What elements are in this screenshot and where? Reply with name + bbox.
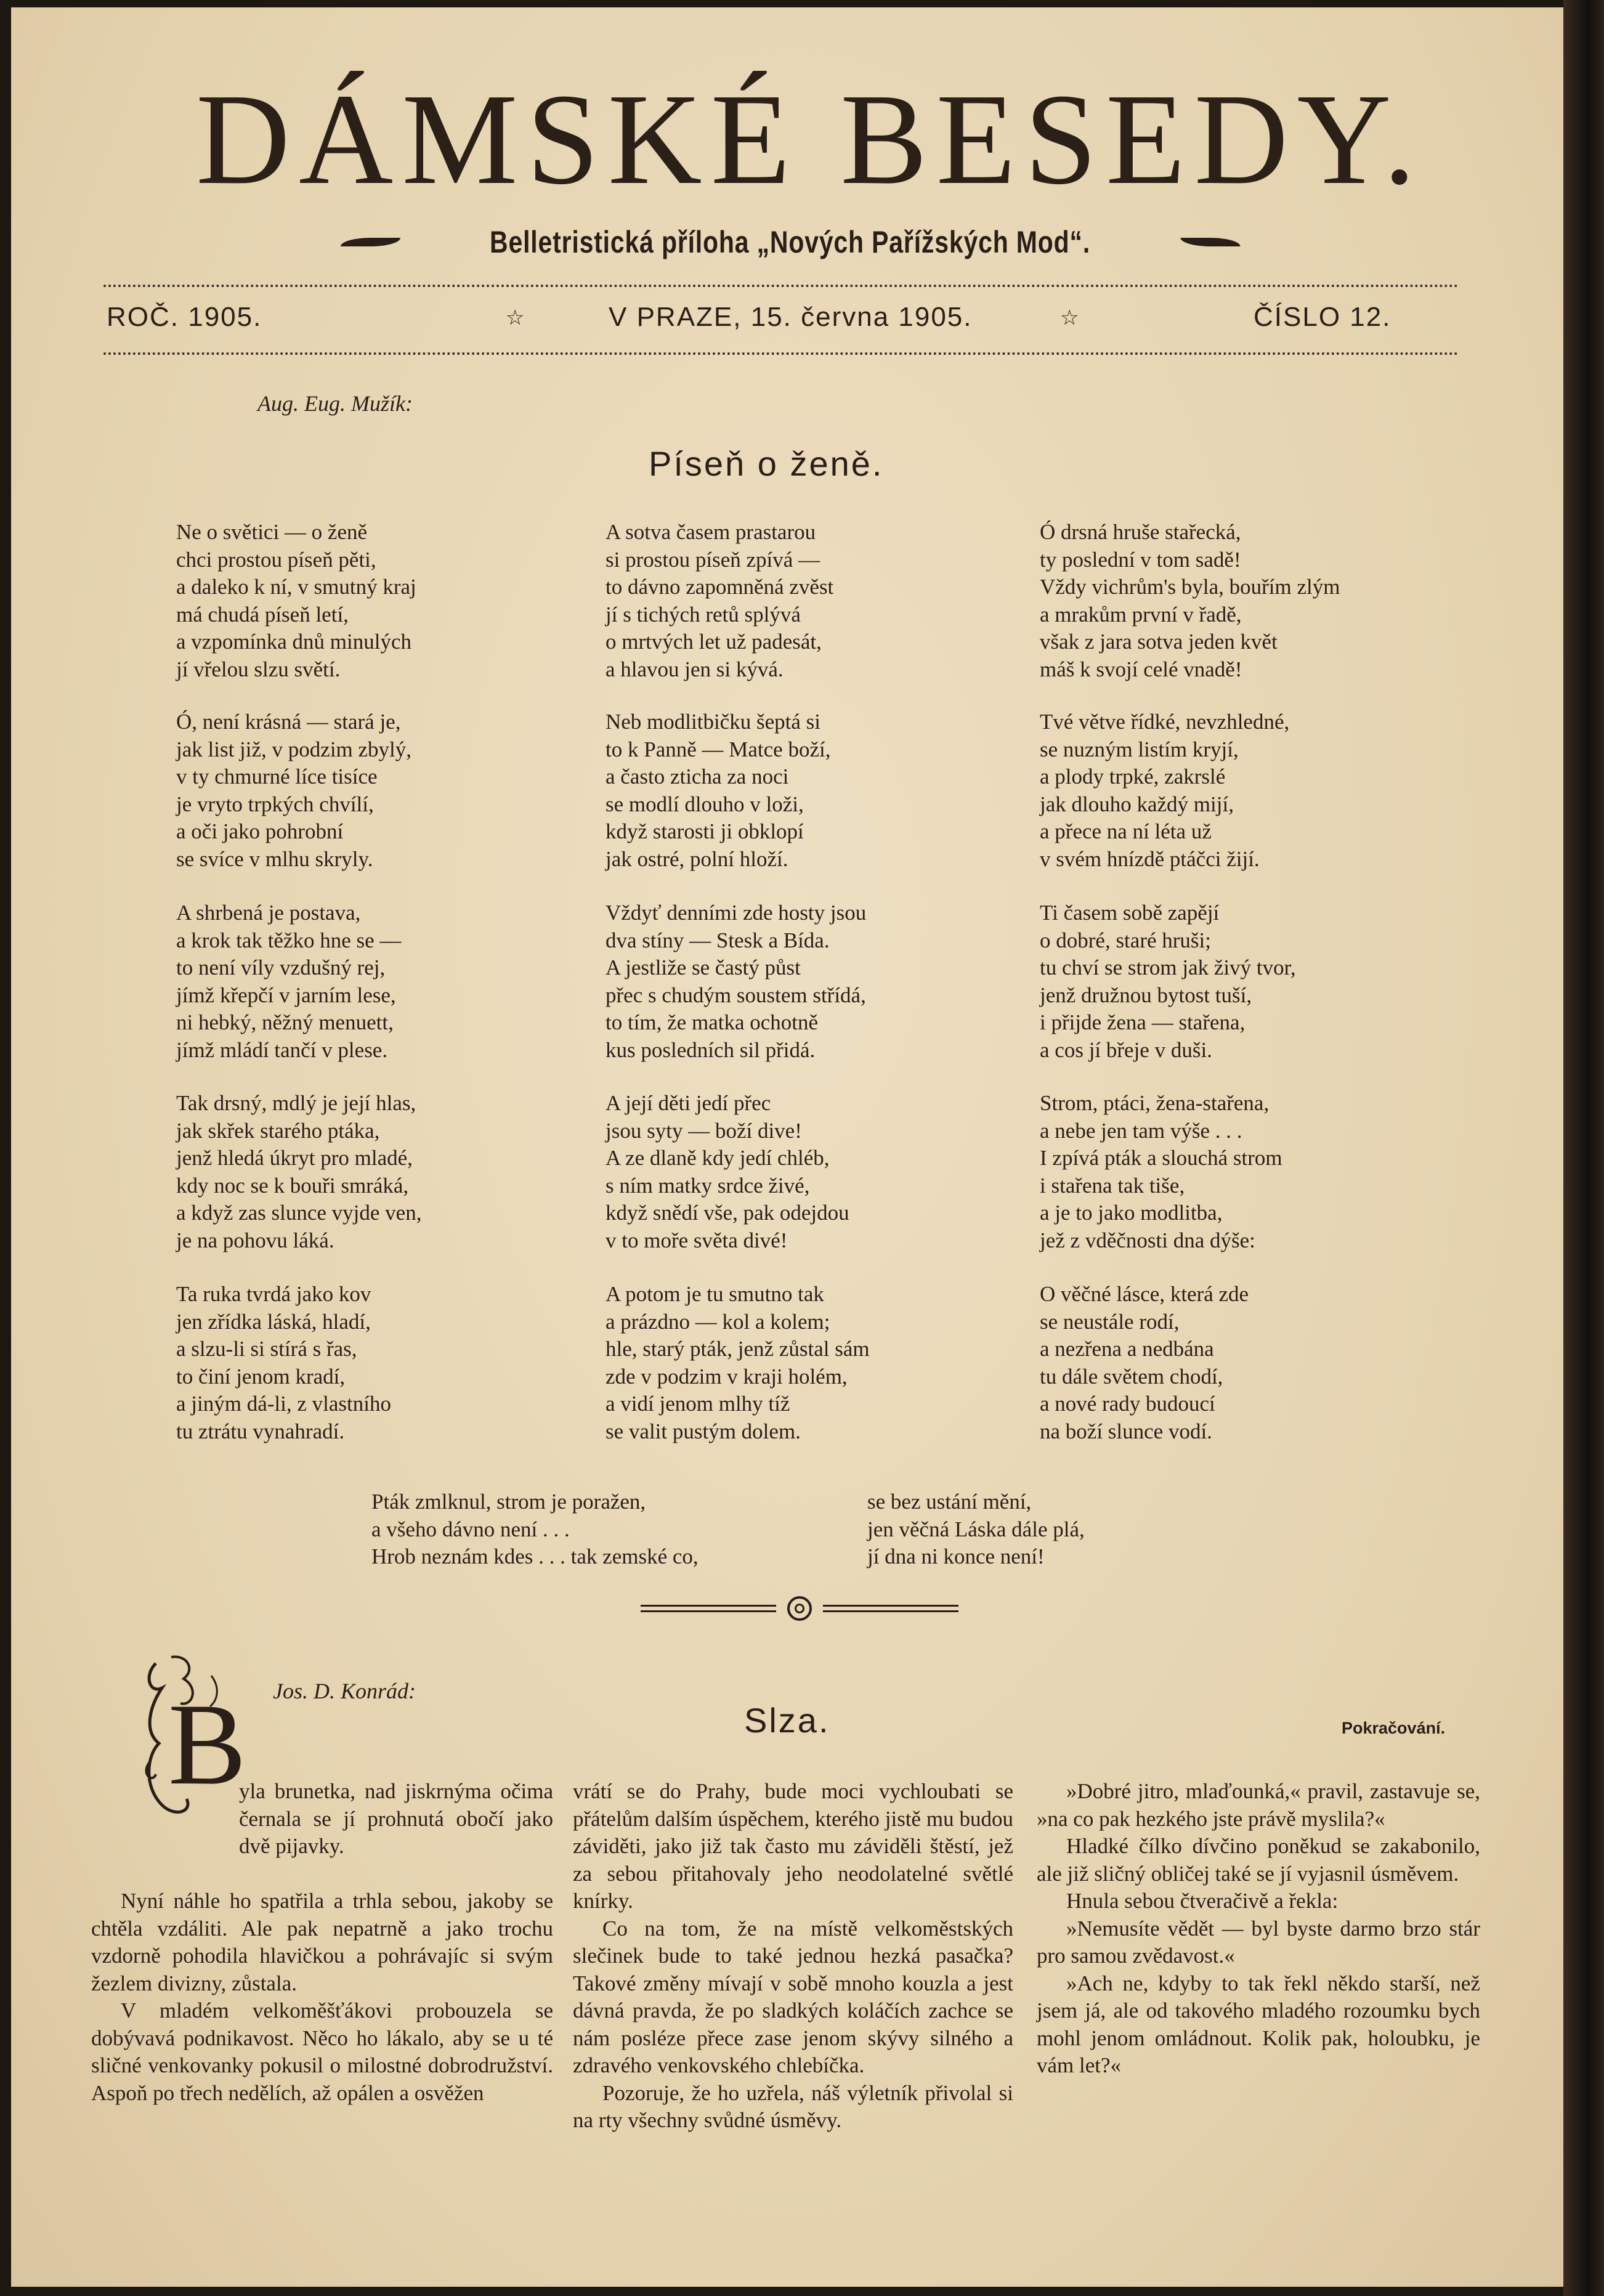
header-rule-bottom: [103, 352, 1459, 355]
poem-line: máš k svojí celé vnadě!: [1040, 657, 1242, 681]
poem-final-stanza-left: [371, 1488, 699, 1571]
poem-line: Ó, není krásná — stará je,: [176, 710, 401, 734]
poem-line: a vzpomínka dnů minulých: [176, 630, 412, 654]
poem-line: a oči jako pohrobní: [176, 819, 344, 843]
poem-line: a mrakům první v řadě,: [1040, 602, 1242, 627]
poem-line: jenž hledá úkryt pro mladé,: [176, 1146, 413, 1170]
story-paragraph: vrátí se do Prahy, bude moci vychloubati se přátelům dalším úspěchem, kterého jistě mu budou záviděti, jako již tak často mu záviděli štěstí, jež za sebou přitahovaly jeho neodolatelné světlé knírky.: [573, 1779, 1013, 1913]
story-paragraph: V mladém velkoměšťákovi probouzela se dobývavá podnikavost. Něco ho lákalo, aby se u té sličné venkovanky pokusil o milostné dobrodružství. Aspoň po třech nedělích, až opálen a osvěžen: [91, 1998, 553, 2105]
poem-line: je vryto trpkých chvílí,: [176, 792, 374, 816]
poem-stanza: [606, 1090, 849, 1254]
poem-line: jímž křepčí v jarním lese,: [176, 983, 396, 1007]
poem-line: a hlavou jen si kývá.: [606, 657, 784, 681]
poem-line: i stařena tak tiše,: [1040, 1173, 1185, 1198]
poem-line: kdy noc se k bouři smráká,: [176, 1173, 409, 1198]
poem-line: a je to jako modlitba,: [1040, 1201, 1223, 1225]
story-author: Jos. D. Konrád:: [273, 1679, 416, 1703]
poem-line: Pták zmlknul, strom je poražen,: [371, 1490, 646, 1514]
poem-line: se neustále rodí,: [1040, 1309, 1180, 1334]
poem-line: Vždy vichrům's byla, bouřím zlým: [1040, 575, 1340, 599]
poem-line: a nezřena a nedbána: [1040, 1337, 1214, 1361]
issue-number: ČÍSLO 12.: [1254, 302, 1391, 332]
poem-line: ni hebký, něžný menuett,: [176, 1010, 394, 1034]
newspaper-page: [11, 7, 1563, 2287]
poem-line: v to moře světa divé!: [606, 1228, 788, 1252]
poem-line: a často zticha za noci: [606, 765, 789, 789]
poem-line: když snědí vše, pak odejdou: [606, 1201, 849, 1225]
decorative-initial: [137, 1651, 246, 1823]
poem-line: jak ostré, polní hloží.: [606, 846, 788, 871]
poem-line: a slzu-li si stírá s řas,: [176, 1337, 357, 1361]
poem-stanza: [176, 708, 411, 873]
story-column-3: [1037, 1778, 1480, 2080]
dropcap-letter: B: [168, 1680, 246, 1809]
poem-line: Tak drsný, mdlý je její hlas,: [176, 1091, 416, 1115]
story-column-1: [91, 1888, 553, 2107]
story-column-2: [573, 1778, 1013, 2135]
story-column-1-opening: [239, 1778, 553, 1860]
poem-line: jí dna ni konce není!: [867, 1544, 1045, 1568]
story-paragraph: Co na tom, že na místě velkoměstských slečinek bude to také jednou hezká pasačka? Takové změny mívají v sobě mnoho kouzla a jest dávná pravda, že po sladkých koláčích zachce se nám posléze přece zase jenom skývy silného a zdravého venkovského chlebíčka.: [573, 1916, 1013, 2077]
poem-line: má chudá píseň letí,: [176, 602, 349, 627]
poem-stanza: [1040, 1281, 1249, 1445]
poem-line: a cos jí břeje v duši.: [1040, 1037, 1212, 1062]
story-paragraph: »Dobré jitro, mlaďounká,« pravil, zastavuje se, »na co pak hezkého jste právě myslila?«: [1037, 1779, 1480, 1831]
poem-stanza: [1040, 708, 1289, 873]
continued-note: Pokračování.: [1342, 1719, 1446, 1737]
volume-year: ROČ. 1905.: [107, 302, 262, 332]
poem-line: tu ztrátu vynahradí.: [176, 1419, 345, 1443]
poem-line: a všeho dávno není . . .: [371, 1517, 570, 1541]
poem-stanza: [1040, 1090, 1282, 1254]
poem-line: a plody trpké, zakrslé: [1040, 765, 1226, 789]
story-paragraph: Hladké čílko dívčino poněkud se zakabonilo, ale již sličný obličej také se jí vyjasnil úsměvem.: [1037, 1834, 1480, 1886]
poem-line: A její děti jedí přec: [606, 1091, 771, 1115]
poem-stanza: [176, 899, 401, 1064]
poem-line: chci prostou píseň pěti,: [176, 547, 376, 572]
poem-line: O věčné lásce, která zde: [1040, 1282, 1249, 1306]
poem-line: v svém hnízdě ptáčci žijí.: [1040, 846, 1260, 871]
poem-line: však z jara sotva jeden květ: [1040, 630, 1278, 654]
poem-line: je na pohovu láká.: [176, 1228, 334, 1252]
poem-line: se modlí dlouho v loži,: [606, 792, 804, 816]
poem-line: jak skřek starého ptáka,: [176, 1118, 380, 1143]
poem-stanza: [606, 708, 830, 873]
poem-line: jak list již, v podzim zbylý,: [176, 737, 412, 761]
poem-stanza: [1040, 519, 1340, 683]
poem-line: jen zřídka láská, hladí,: [176, 1309, 371, 1334]
issue-info-row: [107, 302, 1400, 339]
poem-line: a krok tak těžko hne se —: [176, 928, 402, 952]
poem-line: když starosti ji obklopí: [606, 819, 804, 843]
poem-stanza: [176, 1090, 421, 1254]
poem-line: to dávno zapomněná zvěst: [606, 575, 834, 599]
poem-line: Tvé větve řídké, nevzhledné,: [1040, 710, 1290, 734]
poem-stanza: [176, 519, 416, 683]
poem-line: se valit pustým dolem.: [606, 1419, 801, 1443]
star-ornament-icon: ☆: [506, 306, 526, 330]
story-paragraph: Hnula sebou čtveračivě a řekla:: [1066, 1889, 1339, 1913]
poem-line: jen věčná Láska dále plá,: [867, 1517, 1085, 1541]
poem-line: jímž mládí tančí v plese.: [176, 1037, 388, 1062]
poem-title: Píseň o ženě.: [649, 444, 884, 483]
left-swash-ornament: [341, 238, 400, 246]
knot-ornament-icon: [787, 1596, 812, 1621]
poem-line: hle, starý pták, jenž zůstal sám: [606, 1337, 870, 1361]
star-ornament-icon: ☆: [1060, 306, 1080, 330]
poem-line: jí s tichých retů splývá: [606, 602, 801, 627]
poem-line: to k Panně — Matce boží,: [606, 737, 831, 761]
poem-line: si prostou píseň zpívá —: [606, 547, 820, 572]
poem-line: to není víly vzdušný rej,: [176, 955, 386, 980]
poem-line: Ti časem sobě zapějí: [1040, 901, 1220, 925]
poem-line: Hrob neznám kdes . . . tak zemské co,: [371, 1544, 699, 1568]
poem-line: I zpívá pták a slouchá strom: [1040, 1146, 1282, 1170]
right-swash-ornament: [1180, 238, 1240, 246]
poem-line: na boží slunce vodí.: [1040, 1419, 1212, 1443]
header-rule-top: [103, 285, 1459, 287]
poem-line: tu dále světem chodí,: [1040, 1364, 1223, 1389]
poem-line: o mrtvých let už padesát,: [606, 630, 822, 654]
poem-line: Strom, ptáci, žena-stařena,: [1040, 1091, 1270, 1115]
story-paragraph: »Ach ne, kdyby to tak řekl někdo starší, než jsem já, ale od takového mladého rozoumku bych mohl jenom omládnout. Kolik pak, holoubku, je vám let?«: [1037, 1971, 1480, 2077]
poem-line: a nebe jen tam výše . . .: [1040, 1118, 1242, 1143]
poem-line: jenž družnou bytost tuší,: [1040, 983, 1252, 1007]
poem-line: a vidí jenom mlhy tíž: [606, 1392, 790, 1416]
poem-line: Vždyť denními zde hosty jsou: [606, 901, 867, 925]
poem-author: Aug. Eug. Mužík:: [257, 391, 413, 416]
poem-stanza: [1040, 899, 1296, 1064]
book-binding-edge: [1563, 0, 1604, 2296]
poem-line: se bez ustání mění,: [867, 1490, 1032, 1514]
poem-line: ty poslední v tom sadě!: [1040, 547, 1241, 572]
poem-line: přec s chudým soustem střídá,: [606, 983, 866, 1007]
section-divider-ornament: [633, 1593, 966, 1624]
poem-line: a jiným dá-li, z vlastního: [176, 1392, 391, 1416]
poem-line: A jestliže se častý půst: [606, 955, 801, 980]
poem-line: A sotva časem prastarou: [606, 520, 816, 544]
poem-line: jak dlouho každý mijí,: [1040, 792, 1234, 816]
poem-line: a přece na ní léta už: [1040, 819, 1212, 843]
poem-line: Ta ruka tvrdá jako kov: [176, 1282, 371, 1306]
poem-stanza: [176, 1281, 391, 1445]
masthead-subtitle: Belletristická příloha „Nových Pařížských Mod“.: [490, 225, 1091, 259]
subtitle-row: [341, 221, 1240, 264]
poem-line: A shrbená je postava,: [176, 901, 361, 925]
poem-stanza: [606, 899, 866, 1064]
poem-line: jí vřelou slzu světí.: [176, 657, 341, 681]
poem-line: se svíce v mlhu skryly.: [176, 846, 373, 871]
poem-stanza: [606, 1281, 870, 1445]
poem-line: i přijde žena — stařena,: [1040, 1010, 1246, 1034]
poem-line: A ze dlaně kdy jedí chléb,: [606, 1146, 830, 1170]
poem-line: s ním matky srdce živé,: [606, 1173, 810, 1198]
poem-line: a prázdno — kol a kolem;: [606, 1309, 830, 1334]
story-paragraph: Pozoruje, že ho uzřela, náš výletník přivolal si na rty všechny svůdné úsměvy.: [573, 2080, 1013, 2132]
poem-line: v ty chmurné líce tisíce: [176, 765, 378, 789]
poem-line: a daleko k ní, v smutný kraj: [176, 575, 416, 599]
story-title: Slza.: [744, 1701, 830, 1740]
masthead-title: DÁMSKÉ BESEDY.: [196, 67, 1425, 211]
poem-line: jsou syty — boží dive!: [606, 1118, 802, 1143]
poem-stanza: [606, 519, 833, 683]
poem-final-stanza-right: [867, 1488, 1085, 1571]
poem-line: a když zas slunce vyjde ven,: [176, 1201, 422, 1225]
poem-line: to tím, že matka ochotně: [606, 1010, 819, 1034]
poem-line: jež z vděčnosti dna dýše:: [1040, 1228, 1255, 1252]
poem-line: se nuzným listím kryjí,: [1040, 737, 1239, 761]
poem-line: kus posledních sil přidá.: [606, 1037, 816, 1062]
story-paragraph: Nyní náhle ho spatřila a trhla sebou, jakoby se chtěla vzdáliti. Ale pak nepatrně a jako trochu vzdorně pohodila hlavičkou a pohrávajíc si svým žezlem divizny, zůstala.: [91, 1889, 553, 1995]
poem-line: Ó drsná hruše stařecká,: [1040, 520, 1241, 544]
poem-line: tu chví se strom jak živý tvor,: [1040, 955, 1296, 980]
poem-line: Ne o světici — o ženě: [176, 520, 368, 544]
ornamental-dropcap-icon: [137, 1651, 246, 1823]
place-date: V PRAZE, 15. června 1905.: [609, 302, 973, 332]
poem-line: A potom je tu smutno tak: [606, 1282, 824, 1306]
story-paragraph: yla brunetka, nad jiskrnýma očima černala se jí prohnutá obočí jako dvě pijavky.: [239, 1779, 553, 1858]
story-paragraph: »Nemusíte vědět — byl byste darmo brzo stár pro samou zvědavost.«: [1037, 1916, 1480, 1968]
poem-line: Neb modlitbičku šeptá si: [606, 710, 820, 734]
poem-line: a nové rady budoucí: [1040, 1392, 1215, 1416]
poem-line: zde v podzim v kraji holém,: [606, 1364, 848, 1389]
poem-line: to činí jenom kradí,: [176, 1364, 346, 1389]
poem-line: dva stíny — Stesk a Bída.: [606, 928, 830, 952]
poem-line: o dobré, staré hruši;: [1040, 928, 1211, 952]
